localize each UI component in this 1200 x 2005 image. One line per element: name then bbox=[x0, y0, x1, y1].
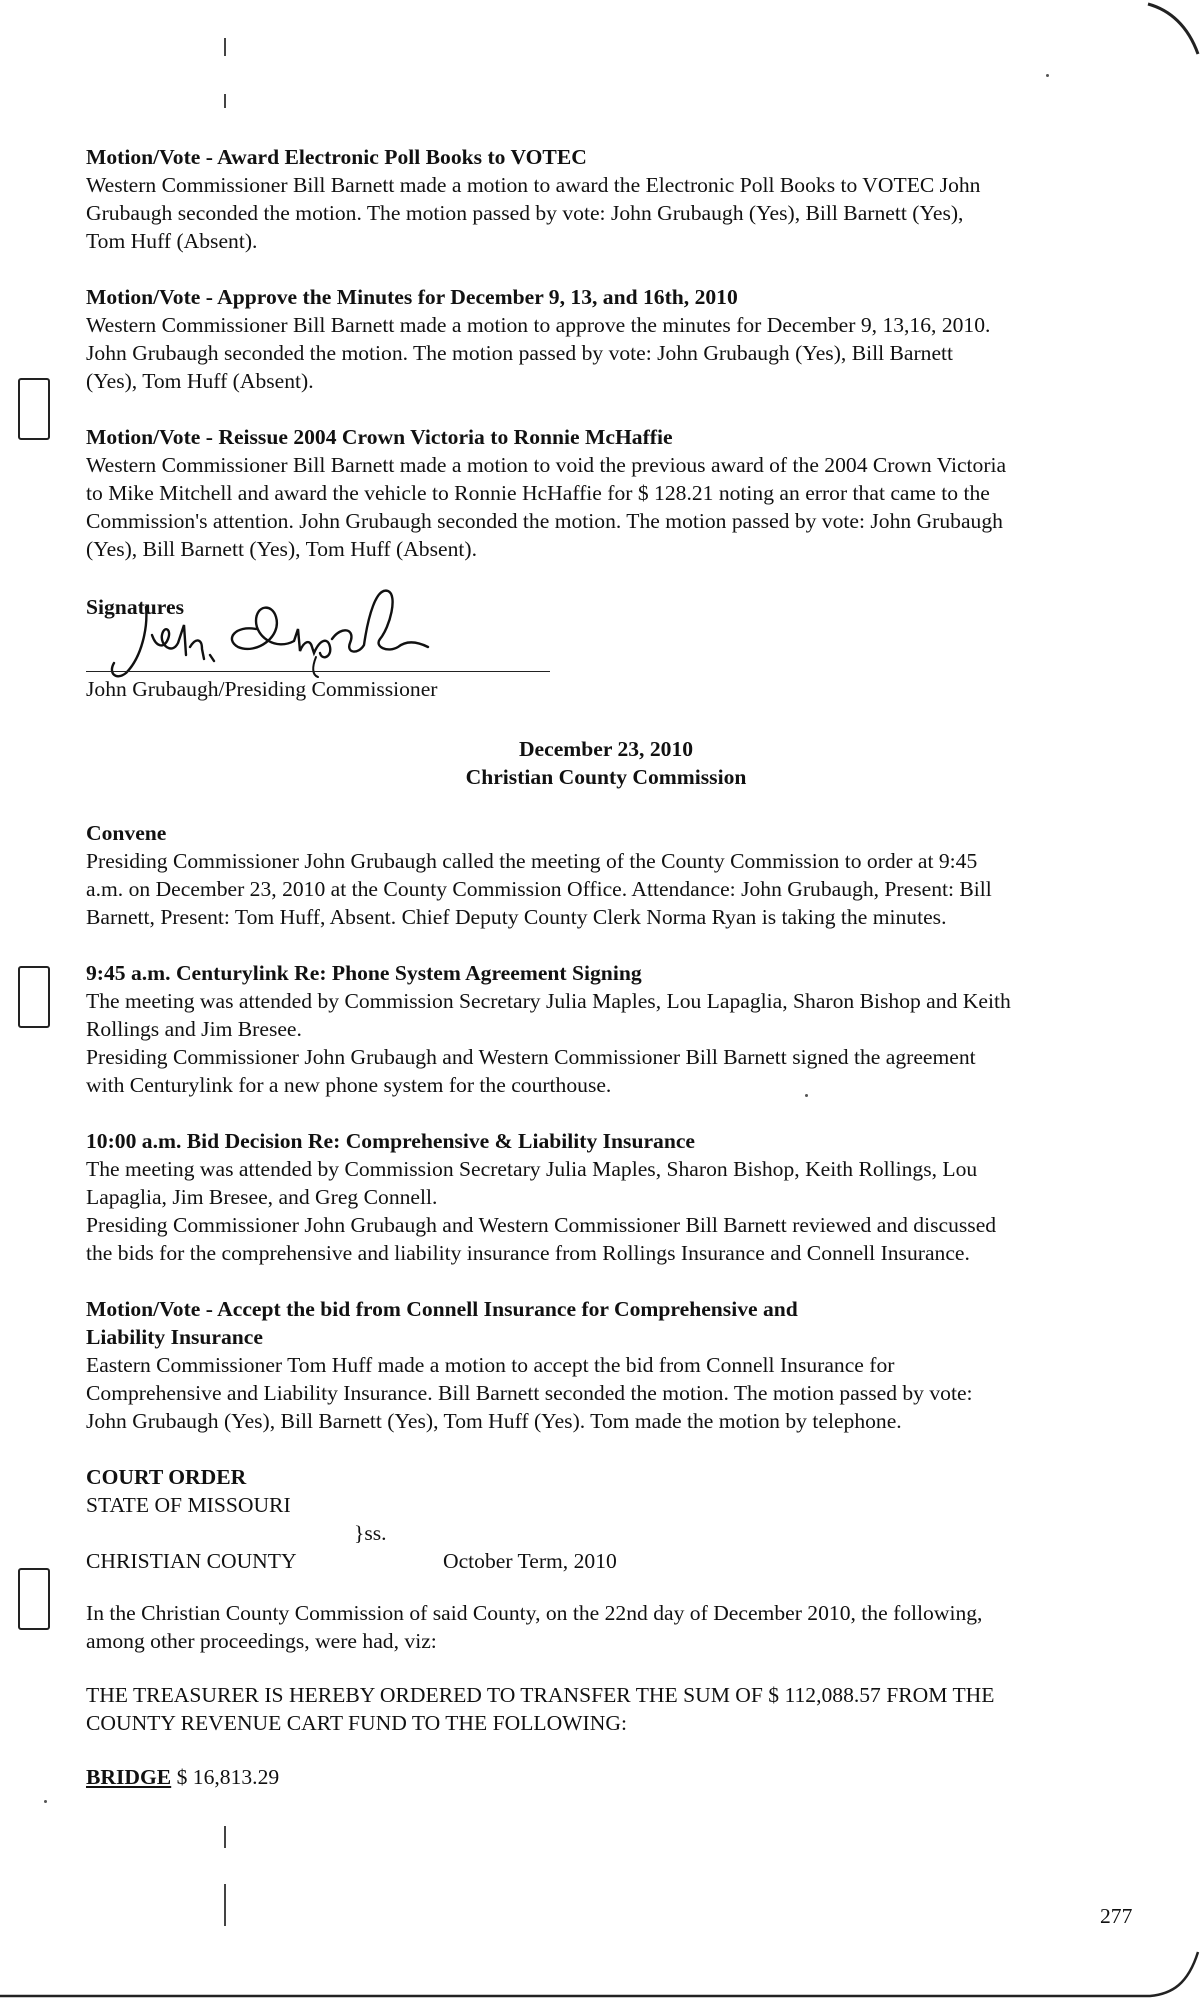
scan-dot bbox=[44, 1800, 47, 1803]
proceedings-line: In the Christian County Commission of said County, on the 22nd day of December 2010, the following, bbox=[86, 1601, 983, 1625]
body-line: Barnett, Present: Tom Huff, Absent. Chief Deputy County Clerk Norma Ryan is taking the minutes. bbox=[86, 905, 947, 929]
motion-section bbox=[86, 143, 1126, 255]
body-line: Lapaglia, Jim Bresee, and Greg Connell. bbox=[86, 1185, 438, 1209]
body-line: Comprehensive and Liability Insurance. Bill Barnett seconded the motion. The motion passed by vote: bbox=[86, 1381, 973, 1405]
body-line: to Mike Mitchell and award the vehicle to Ronnie HcHaffie for $ 128.21 noting an error that came to the bbox=[86, 481, 990, 505]
body-line: with Centurylink for a new phone system for the courthouse. bbox=[86, 1073, 612, 1097]
body-line: Presiding Commissioner John Grubaugh and Western Commissioner Bill Barnett signed the agreement bbox=[86, 1045, 976, 1069]
binder-hole bbox=[18, 966, 50, 1028]
body-line: (Yes), Bill Barnett (Yes), Tom Huff (Absent). bbox=[86, 537, 477, 561]
bridge-label: BRIDGE bbox=[86, 1765, 172, 1789]
court-order-ss: }ss. bbox=[354, 1521, 387, 1545]
body-line: The meeting was attended by Commission Secretary Julia Maples, Lou Lapaglia, Sharon Bishop and Keith bbox=[86, 989, 1011, 1013]
handwritten-signature bbox=[106, 577, 466, 689]
order-line: COUNTY REVENUE CART FUND TO THE FOLLOWING: bbox=[86, 1711, 627, 1735]
binder-hole bbox=[18, 378, 50, 440]
body-line: Tom Huff (Absent). bbox=[86, 229, 258, 253]
court-order-county: CHRISTIAN COUNTY bbox=[86, 1549, 297, 1573]
page-number: 277 bbox=[1100, 1904, 1133, 1928]
scan-mark bbox=[224, 38, 226, 56]
section-heading: Motion/Vote - Approve the Minutes for December 9, 13, and 16th, 2010 bbox=[86, 285, 738, 309]
court-order-section bbox=[86, 1463, 1126, 1791]
page-corner-curve-bottom bbox=[0, 1930, 1200, 2005]
body-line: The meeting was attended by Commission Secretary Julia Maples, Sharon Bishop, Keith Rollings, Lou bbox=[86, 1157, 978, 1181]
body-line: Rollings and Jim Bresee. bbox=[86, 1017, 302, 1041]
order-line: THE TREASURER IS HEREBY ORDERED TO TRANSFER THE SUM OF $ 112,088.57 FROM THE bbox=[86, 1683, 995, 1707]
scan-dot bbox=[1046, 74, 1049, 77]
body-line: the bids for the comprehensive and liability insurance from Rollings Insurance and Connell Insurance. bbox=[86, 1241, 970, 1265]
body-line: Western Commissioner Bill Barnett made a motion to void the previous award of the 2004 Crown Victoria bbox=[86, 453, 1007, 477]
bridge-amount: $ 16,813.29 bbox=[171, 1765, 280, 1789]
section-heading: Convene bbox=[86, 821, 167, 845]
body-line: (Yes), Tom Huff (Absent). bbox=[86, 369, 314, 393]
body-line: Commission's attention. John Grubaugh seconded the motion. The motion passed by vote: John Grubaugh bbox=[86, 509, 1003, 533]
document-body bbox=[86, 143, 1126, 1791]
bridge-line bbox=[86, 1763, 1126, 1791]
meeting-body: Christian County Commission bbox=[465, 765, 747, 789]
convene-section bbox=[86, 819, 1126, 931]
agenda-section bbox=[86, 959, 1126, 1099]
body-line: John Grubaugh seconded the motion. The motion passed by vote: John Grubaugh (Yes), Bill Barnett bbox=[86, 341, 954, 365]
meeting-date: December 23, 2010 bbox=[518, 737, 694, 761]
body-line: Western Commissioner Bill Barnett made a motion to approve the minutes for December 9, 13,16, 2010. bbox=[86, 313, 991, 337]
signer-name: John Grubaugh/Presiding Commissioner bbox=[86, 677, 438, 701]
court-order-title: COURT ORDER bbox=[86, 1465, 247, 1489]
scan-mark bbox=[224, 1884, 226, 1926]
body-line: John Grubaugh (Yes), Bill Barnett (Yes), Tom Huff (Yes). Tom made the motion by telephone. bbox=[86, 1409, 902, 1433]
body-line: Western Commissioner Bill Barnett made a motion to award the Electronic Poll Books to VOTEC John bbox=[86, 173, 981, 197]
section-heading-continued: Liability Insurance bbox=[86, 1325, 263, 1349]
binder-hole bbox=[18, 1568, 50, 1630]
scan-mark bbox=[224, 94, 226, 108]
scan-mark bbox=[224, 1826, 226, 1848]
court-order-ss-row bbox=[86, 1519, 1126, 1547]
meeting-header bbox=[86, 735, 1126, 791]
body-line: a.m. on December 23, 2010 at the County Commission Office. Attendance: John Grubaugh, Present: Bill bbox=[86, 877, 992, 901]
body-line: Presiding Commissioner John Grubaugh called the meeting of the County Commission to order at 9:45 bbox=[86, 849, 978, 873]
section-heading: Motion/Vote - Award Electronic Poll Books to VOTEC bbox=[86, 145, 587, 169]
section-heading: Motion/Vote - Accept the bid from Connell Insurance for Comprehensive and bbox=[86, 1297, 798, 1321]
signature-block bbox=[86, 593, 1126, 713]
court-order-county-row bbox=[86, 1547, 1126, 1575]
court-order-state: STATE OF MISSOURI bbox=[86, 1493, 291, 1517]
signatures-heading: Signatures bbox=[86, 595, 184, 619]
body-line: Presiding Commissioner John Grubaugh and Western Commissioner Bill Barnett reviewed and discussed bbox=[86, 1213, 997, 1237]
section-heading: Motion/Vote - Reissue 2004 Crown Victoria to Ronnie McHaffie bbox=[86, 425, 673, 449]
page-corner-curve-top bbox=[1140, 0, 1200, 60]
agenda-section bbox=[86, 1127, 1126, 1267]
section-heading: 10:00 a.m. Bid Decision Re: Comprehensive & Liability Insurance bbox=[86, 1129, 696, 1153]
motion-section bbox=[86, 1295, 1126, 1435]
section-heading: 9:45 a.m. Centurylink Re: Phone System Agreement Signing bbox=[86, 961, 642, 985]
body-line: Grubaugh seconded the motion. The motion passed by vote: John Grubaugh (Yes), Bill Barnett (Yes), bbox=[86, 201, 964, 225]
court-order-term: October Term, 2010 bbox=[443, 1549, 617, 1573]
motion-section bbox=[86, 423, 1126, 563]
proceedings-line: among other proceedings, were had, viz: bbox=[86, 1629, 437, 1653]
body-line: Eastern Commissioner Tom Huff made a motion to accept the bid from Connell Insurance for bbox=[86, 1353, 895, 1377]
signature-line bbox=[86, 671, 550, 672]
motion-section bbox=[86, 283, 1126, 395]
